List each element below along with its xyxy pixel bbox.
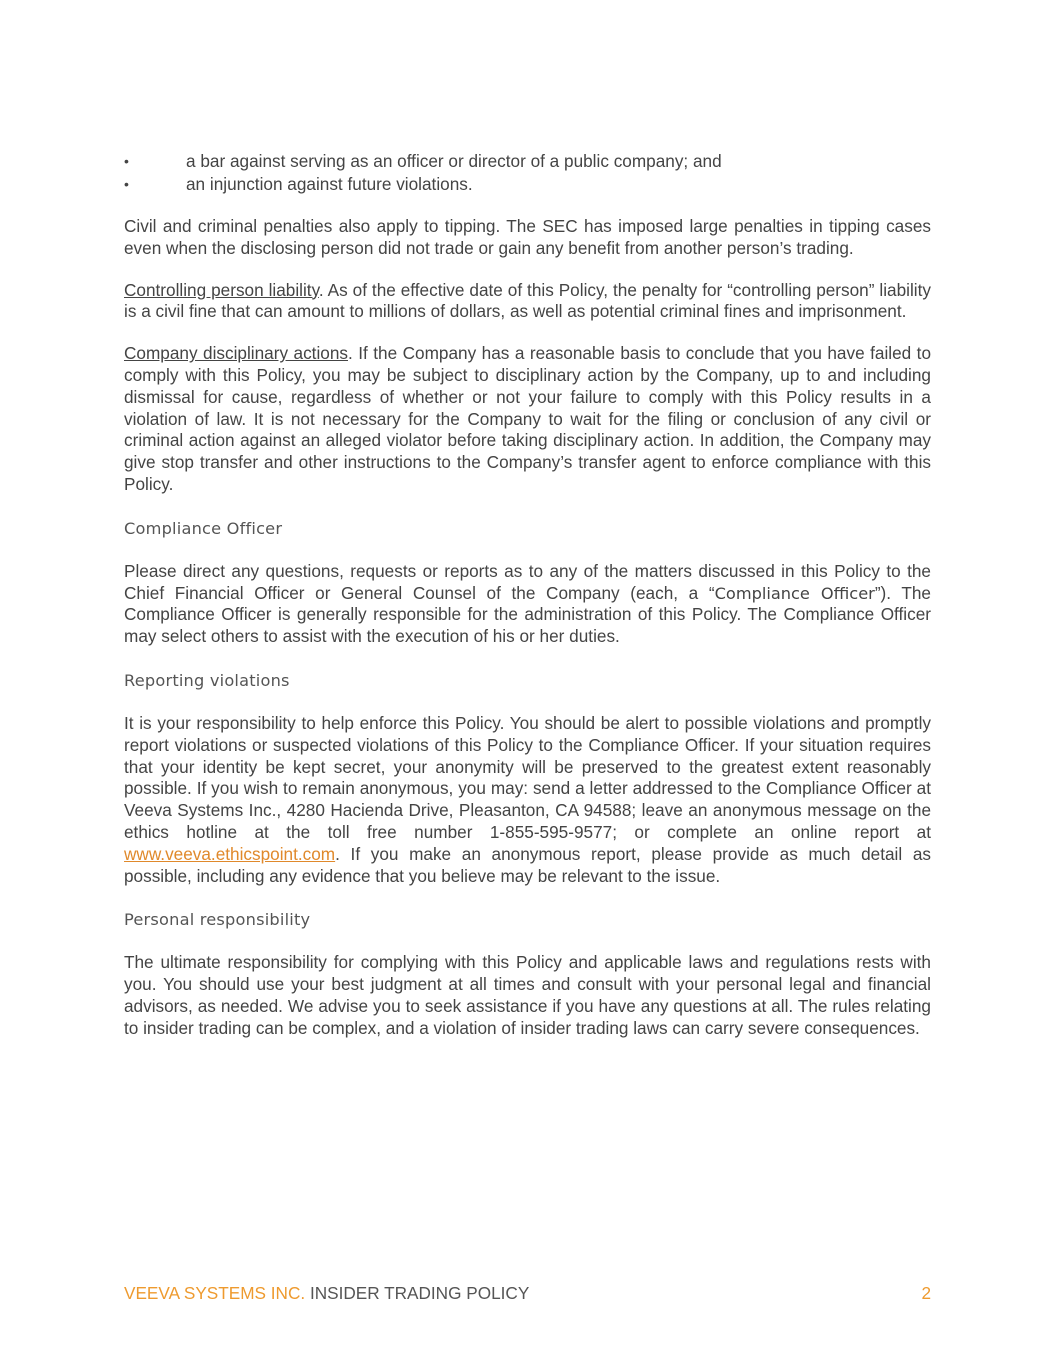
reporting-violations-paragraph bbox=[124, 713, 931, 887]
personal-responsibility-heading: Personal responsibility bbox=[124, 910, 311, 930]
bullet-icon: • bbox=[124, 176, 129, 192]
compliance-officer-text-after: ”). The Compliance Officer is generally responsible for the administration of this Policy. The Compliance Officer may select others to assist with the execution of his or her duties. bbox=[124, 582, 931, 647]
compliance-officer-text-before: Please direct any questions, requests or reports as to any of the matters discussed in this Policy to the Chief Financial Officer or General Counsel of the Company (each, a “ bbox=[124, 560, 931, 603]
personal-responsibility-paragraph: The ultimate responsibility for complying with this Policy and applicable laws and regulations rests with you. You should use your best judgment at all times and consult with your personal legal and financial advisors, as needed. We advise you to seek assistance if you have any questions at all. The rules relating to insider trading can be complex, and a violation of insider trading laws can carry severe consequences. bbox=[124, 952, 931, 1038]
compliance-officer-heading: Compliance Officer bbox=[124, 518, 283, 538]
footer-document-title: INSIDER TRADING POLICY bbox=[309, 1283, 530, 1303]
disciplinary-label: Company disciplinary actions bbox=[124, 343, 348, 364]
list-item bbox=[124, 173, 931, 196]
footer-company-name: VEEVA SYSTEMS INC. bbox=[124, 1283, 306, 1303]
tipping-paragraph: Civil and criminal penalties also apply to tipping. The SEC has imposed large penalties in tipping cases even when the disclosing person did not trade or gain any benefit from another person’s trading. bbox=[124, 216, 931, 258]
page-number: 2 bbox=[921, 1283, 931, 1303]
controlling-person-paragraph bbox=[124, 280, 931, 324]
list-item-text: an injunction against future violations. bbox=[186, 174, 473, 194]
reporting-text-before: It is your responsibility to help enforce this Policy. You should be alert to possible violations and promptly report violations or suspected violations of this Policy to the Compliance Officer. If your situation requires that your identity be kept secret, your anonymity will be preserved to the greatest extent reasonably possible. If you wish to remain anonymous, you may: send a letter addressed to the Compliance Officer at Veeva Systems Inc., 4280 Hacienda Drive, Pleasanton, CA 94588; leave an anonymous message on the ethics hotline at the toll free number 1-855-595-9577; or complete an online report at bbox=[124, 712, 931, 842]
reporting-violations-heading: Reporting violations bbox=[124, 670, 290, 690]
ethicspoint-link[interactable]: www.veeva.ethicspoint.com bbox=[124, 843, 336, 864]
page-footer bbox=[124, 1283, 931, 1304]
disciplinary-text: . If the Company has a reasonable basis to conclude that you have failed to comply with this Policy, you may be subject to disciplinary action by the Company, up to and including dismissal for cause, regardless of whether or not your failure to comply with this Policy results in a violation of law. It is not necessary for the Company to wait for the filing or conclusion of any civil or criminal action against an alleged violator before taking disciplinary action. In addition, the Company may give stop transfer and other instructions to the Company’s transfer agent to enforce compliance with this Policy. bbox=[124, 343, 931, 494]
controlling-person-text: . As of the effective date of this Policy, the penalty for “controlling person” liability is a civil fine that can amount to millions of dollars, as well as potential criminal fines and imprisonment. bbox=[124, 279, 931, 322]
disciplinary-paragraph bbox=[124, 343, 931, 496]
compliance-officer-defined-term: Compliance Officer bbox=[714, 583, 875, 603]
penalty-bullet-list bbox=[124, 150, 931, 196]
list-item-text: a bar against serving as an officer or director of a public company; and bbox=[186, 151, 722, 171]
controlling-person-label: Controlling person liability bbox=[124, 279, 319, 300]
bullet-icon: • bbox=[124, 153, 129, 169]
document-page bbox=[124, 150, 931, 1040]
compliance-officer-paragraph bbox=[124, 561, 931, 648]
reporting-text-after: . If you make an anonymous report, please provide as much detail as possible, including any evidence that you believe may be relevant to the issue. bbox=[124, 843, 931, 886]
list-item bbox=[124, 150, 931, 173]
